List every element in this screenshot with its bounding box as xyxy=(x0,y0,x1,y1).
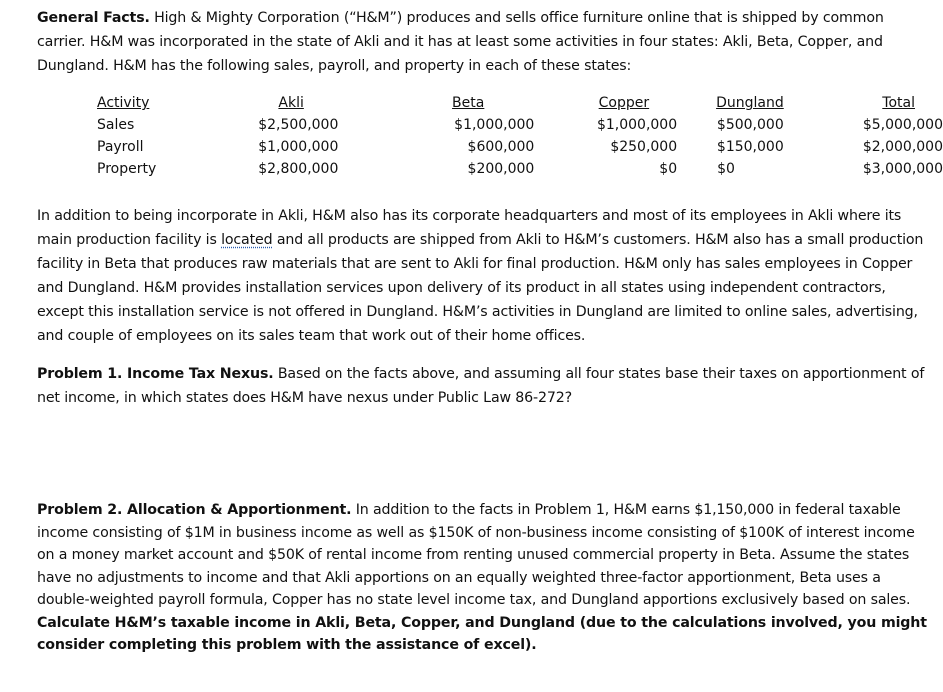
table-row xyxy=(90,136,943,158)
underlined-word: located xyxy=(221,232,273,248)
table-row xyxy=(90,158,943,180)
general-facts-heading: General Facts. xyxy=(37,10,150,26)
problem2-paragraph xyxy=(37,499,927,657)
header-dungland: Dungland xyxy=(716,95,784,111)
cell-value: $600,000 xyxy=(467,139,535,155)
table-header-row xyxy=(90,92,943,114)
header-akli: Akli xyxy=(278,95,304,111)
problem1-paragraph xyxy=(37,362,927,410)
problem2-emphasis: Calculate H&M’s taxable income in Akli, Beta, Copper, and Dungland (due to the calculations involved, you might consider completing this problem with the assistance of excel). xyxy=(37,614,927,653)
table-row xyxy=(90,114,943,136)
cell-value: $1,000,000 xyxy=(454,117,535,133)
problem2-text: In addition to the facts in Problem 1, H&M earns $1,150,000 in federal taxable income consisting of $1M in business income as well as $150K of non-business income consisting of $100K of interest income on a money market account and $50K of rental income from renting unused commercial property in Beta. Assume the states have no adjustments to income and that Akli apportions on an equally weighted three-factor apportionment, Beta uses a double-weighted payroll formula, Copper has no state level income tax, and Dungland apportions exclusively based on sales. xyxy=(37,502,915,608)
header-activity: Activity xyxy=(97,95,150,111)
cell-value: $0 xyxy=(717,161,735,177)
cell-value: $200,000 xyxy=(467,161,535,177)
header-beta: Beta xyxy=(452,95,485,111)
cell-total: $3,000,000 xyxy=(862,161,943,177)
addition-text-b: and all products are shipped from Akli to H&M’s customers. H&M also has a small production facility in Beta that produces raw materials that are sent to Akli for final production. H&M only has sales employees in Copper and Dungland. H&M provides installation services upon delivery of its product in all states using independent contractors, except this installation service is not offered in Dungland. H&M’s activities in Dungland are limited to online sales, advertising, and couple of employees on its sales team that work out of their home offices. xyxy=(37,232,924,344)
cell-value: $500,000 xyxy=(716,117,784,133)
cell-value: $1,000,000 xyxy=(596,117,678,133)
row-label-sales: Sales xyxy=(97,117,135,133)
cell-total: $2,000,000 xyxy=(862,139,943,155)
problem1-text: Based on the facts above, and assuming all four states base their taxes on apportionment of net income, in which states does H&M have nexus under Public Law 86-272? xyxy=(37,366,925,406)
addition-paragraph xyxy=(37,204,927,348)
problem2-heading: Problem 2. Allocation & Apportionment. xyxy=(37,502,352,518)
row-label-payroll: Payroll xyxy=(97,139,144,155)
state-activity-table xyxy=(90,92,943,180)
header-copper: Copper xyxy=(598,95,650,111)
cell-total: $5,000,000 xyxy=(862,117,943,133)
cell-value: $150,000 xyxy=(716,139,784,155)
cell-value: $1,000,000 xyxy=(258,139,339,155)
row-label-property: Property xyxy=(97,161,157,177)
general-facts-text: High & Mighty Corporation (“H&M”) produces and sells office furniture online that is shipped by common carrier. H&M was incorporated in the state of Akli and it has at least some activities in four states: Akli, Beta, Copper, and Dungland. H&M has the following sales, payroll, and property in each of these states: xyxy=(37,10,884,74)
cell-value: $2,800,000 xyxy=(258,161,339,177)
cell-value: $250,000 xyxy=(610,139,678,155)
cell-value: $0 xyxy=(659,161,678,177)
header-total: Total xyxy=(882,95,915,111)
addition-text-a: In addition to being incorporate in Akli, H&M also has its corporate headquarters and most of its employees in Akli where its main production facility is xyxy=(37,208,902,248)
cell-value: $2,500,000 xyxy=(258,117,339,133)
problem1-heading: Problem 1. Income Tax Nexus. xyxy=(37,366,274,382)
general-facts-paragraph xyxy=(37,6,927,78)
